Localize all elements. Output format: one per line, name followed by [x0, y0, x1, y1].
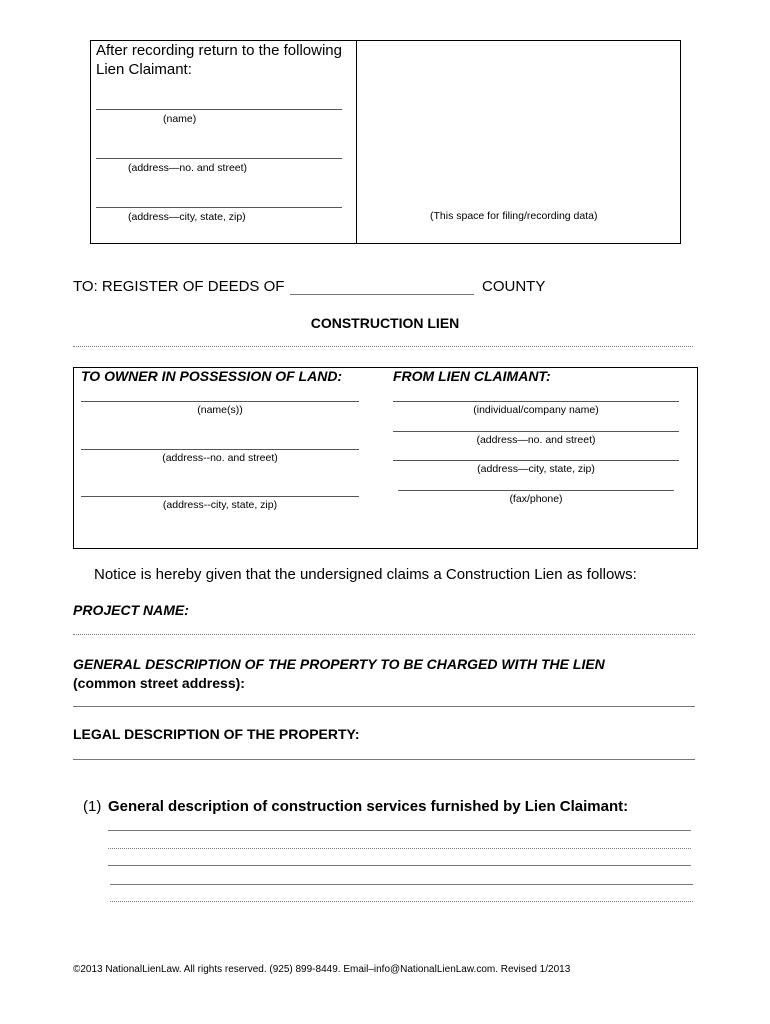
return-street-line[interactable] — [96, 158, 342, 159]
general-description-label: GENERAL DESCRIPTION OF THE PROPERTY TO BE CHARGED WITH THE LIEN — [73, 656, 605, 672]
owner-names-line[interactable] — [81, 401, 359, 402]
legal-description-label: LEGAL DESCRIPTION OF THE PROPERTY: — [73, 726, 360, 742]
services-line-1[interactable] — [108, 830, 691, 831]
notice-text: Notice is hereby given that the undersigned claims a Construction Lien as follows: — [94, 566, 637, 583]
services-number: (1) — [83, 798, 102, 815]
return-city-line[interactable] — [96, 207, 342, 208]
owner-names-caption: (name(s)) — [197, 404, 243, 416]
copyright-footer: ©2013 NationalLienLaw. All rights reserved. (925) 899-8449. Email–info@NationalLienLaw.com. Revised 1/2013 — [73, 964, 571, 975]
claimant-fax-line[interactable] — [398, 490, 674, 491]
county-field[interactable] — [290, 294, 474, 295]
return-name-caption: (name) — [163, 113, 197, 125]
owner-city-line[interactable] — [81, 496, 359, 497]
document-title: CONSTRUCTION LIEN — [310, 315, 460, 331]
box-divider — [356, 40, 357, 244]
general-description-line[interactable] — [73, 706, 695, 707]
title-divider — [73, 346, 693, 347]
owner-city-caption: (address--city, state, zip) — [162, 499, 278, 511]
services-line-5[interactable] — [110, 901, 693, 902]
services-line-3[interactable] — [108, 865, 691, 866]
legal-description-line[interactable] — [73, 759, 695, 760]
claimant-city-line[interactable] — [393, 460, 679, 461]
claimant-name-caption: (individual/company name) — [473, 404, 599, 416]
claimant-street-caption: (address—no. and street) — [476, 434, 596, 446]
return-city-caption: (address—city, state, zip) — [128, 211, 246, 223]
register-suffix: COUNTY — [482, 278, 546, 295]
common-address-label: (common street address): — [73, 675, 245, 691]
owner-street-line[interactable] — [81, 449, 359, 450]
claimant-name-line[interactable] — [393, 401, 679, 402]
owner-street-caption: (address--no. and street) — [162, 452, 278, 464]
return-name-line[interactable] — [96, 109, 342, 110]
register-prefix: TO: REGISTER OF DEEDS OF — [73, 278, 285, 295]
return-heading: After recording return to the following Lien Claimant: — [96, 42, 342, 78]
services-line-4[interactable] — [110, 884, 693, 885]
services-line-2[interactable] — [108, 848, 691, 849]
return-street-caption: (address—no. and street) — [128, 162, 248, 174]
claimant-fax-caption: (fax/phone) — [509, 493, 563, 505]
recording-space-note: (This space for filing/recording data) — [430, 210, 598, 222]
project-name-label: PROJECT NAME: — [73, 602, 189, 618]
claimant-heading: FROM LIEN CLAIMANT: — [393, 368, 551, 384]
claimant-city-caption: (address—city, state, zip) — [477, 463, 595, 475]
services-label: General description of construction services furnished by Lien Claimant: — [108, 798, 629, 815]
claimant-street-line[interactable] — [393, 431, 679, 432]
project-name-line[interactable] — [73, 634, 695, 635]
owner-heading: TO OWNER IN POSSESSION OF LAND: — [81, 368, 343, 384]
